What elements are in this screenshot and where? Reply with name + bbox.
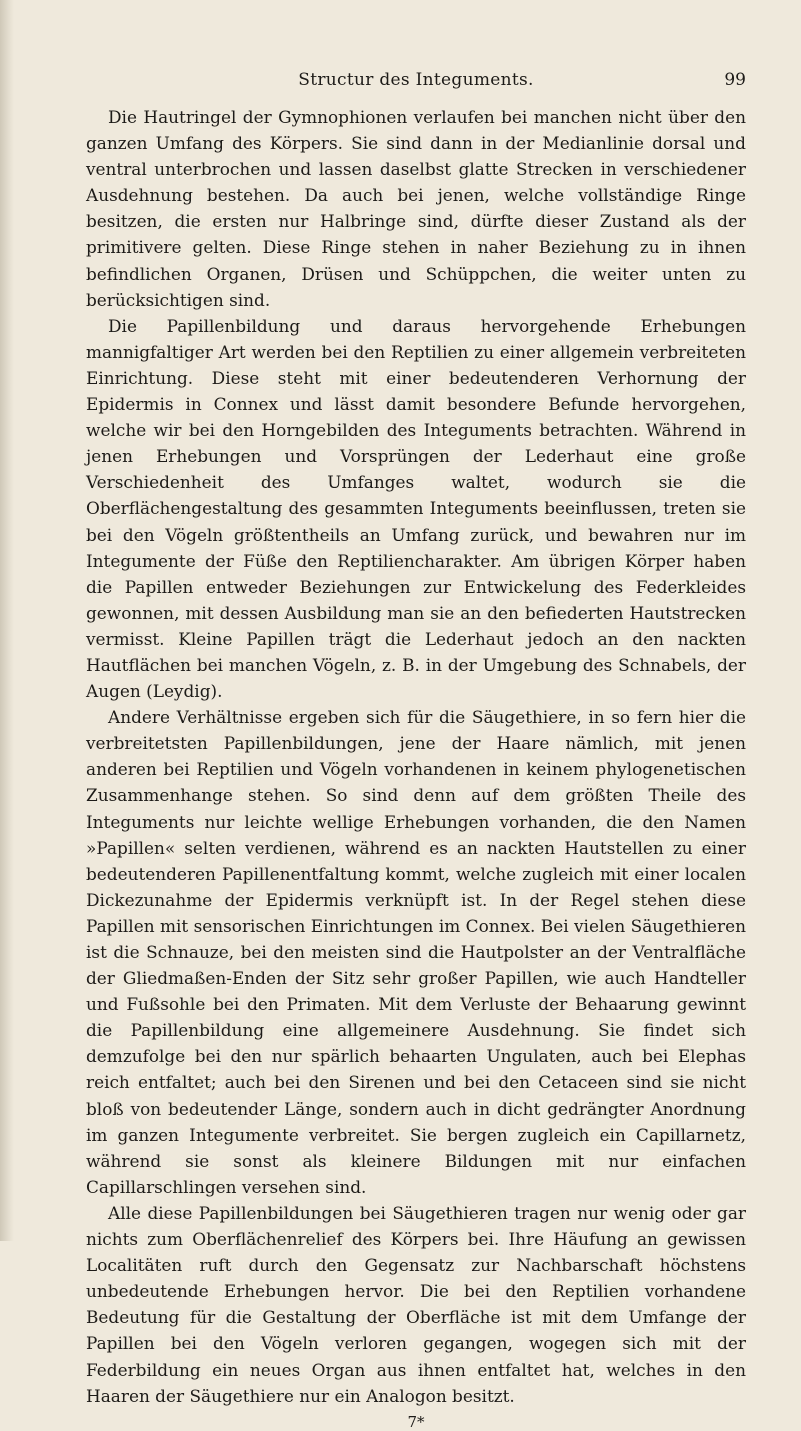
paragraph-4: Alle diese Papillenbildungen bei Säugethieren tragen nur wenig oder gar nichts zum Oberflächenrelief des Körpers bei. Ihre Häufung an gewissen Localitäten ruft durch den Gegensatz zur Nachbarschaft höchstens unbedeutende Erhebungen hervor. Die bei den Reptilien vorhandene Bedeutung für die Gestaltung der Oberfläche ist mit dem Umfange der Papillen bei den Vögeln verloren gegangen, wogegen sich mit der Federbildung ein neues Organ aus ihnen entfaltet hat, welches in den Haaren der Säugethiere nur ein Analogon besitzt. [86,1202,746,1406]
book-spine-edge [0,0,14,1241]
running-head [86,70,746,96]
book-page [86,70,746,1431]
body-text [86,104,746,1409]
signature-mark: 7* [407,1412,425,1431]
paragraph-1: Die Hautringel der Gymnophionen verlaufen bei manchen nicht über den ganzen Umfang des Körpers. Sie sind dann in der Medianlinie dorsal und ventral unterbrochen und lassen daselbst glatte Strecken in verschiedener Ausdehnung bestehen. Da auch bei jenen, welche vollständige Ringe besitzen, die ersten nur Halbringe sind, dürfte dieser Zustand als der primitivere gelten. Diese Ringe stehen in naher Beziehung zu in ihnen befindlichen Organen, Drüsen und Schüppchen, die weiter unten zu berücksichtigen sind. [86,107,746,310]
page-number: 99 [724,70,746,90]
paragraph-2: Die Papillenbildung und daraus hervorgehende Erhebungen mannigfaltiger Art werden bei den Reptilien zu einer allgemein verbreiteten Einrichtung. Diese steht mit einer bedeutenderen Verhornung der Epidermis in Connex und lässt damit besondere Befunde hervorgehen, welche wir bei den Horngebilden des Integuments betrachten. Während in jenen Erhebungen und Vorsprüngen der Lederhaut eine große Verschiedenheit des Umfanges waltet, wodurch sie die Oberflächengestaltung des gesammten Integuments beeinflussen, treten sie bei den Vögeln größtentheils an Umfang zurück, und bewahren nur im Integumente der Füße den Reptiliencharakter. Am übrigen Körper haben die Papillen entweder Beziehungen zur Entwickelung des Federkleides gewonnen, mit dessen Ausbildung man sie an den befiederten Hautstrecken vermisst. Kleine Papillen trägt die Lederhaut jedoch an den nackten Hautflächen bei manchen Vögeln, z. B. in der Umgebung des Schnabels, der Augen (Leydig). [86,315,746,702]
paragraph-3: Andere Verhältnisse ergeben sich für die Säugethiere, in so fern hier die verbreitetsten Papillenbildungen, jene der Haare nämlich, mit jenen anderen bei Reptilien und Vögeln vorhandenen in keinem phylogenetischen Zusammenhange stehen. So sind denn auf dem größten Theile des Integuments nur leichte wellige Erhebungen vorhanden, die den Namen »Papillen« selten verdienen, während es an nackten Hautstellen zu einer bedeutenderen Papillenentfaltung kommt, welche zugleich mit einer localen Dickezunahme der Epidermis verknüpft ist. In der Regel stehen diese Papillen mit sensorischen Einrichtungen im Connex. Bei vielen Säugethieren ist die Schnauze, bei den meisten sind die Hautpolster an der Ventralfläche der Gliedmaßen-Enden der Sitz sehr großer Papillen, wie auch Handteller und Fußsohle bei den Primaten. Mit dem Verluste der Behaarung gewinnt die Papillenbildung eine allgemeinere Ausdehnung. Sie findet sich demzufolge bei den nur spärlich behaarten Ungulaten, auch bei Elephas reich entfaltet; auch bei den Sirenen und bei den Cetaceen sind sie nicht bloß von bedeutender Länge, sondern auch in dicht gedrängter Anordnung im ganzen Integumente verbreitet. Sie bergen zugleich ein Capillarnetz, während sie sonst als kleinere Bildungen mit nur einfachen Capillarschlingen versehen sind. [86,707,746,1197]
running-title: Structur des Integuments. [298,70,534,90]
